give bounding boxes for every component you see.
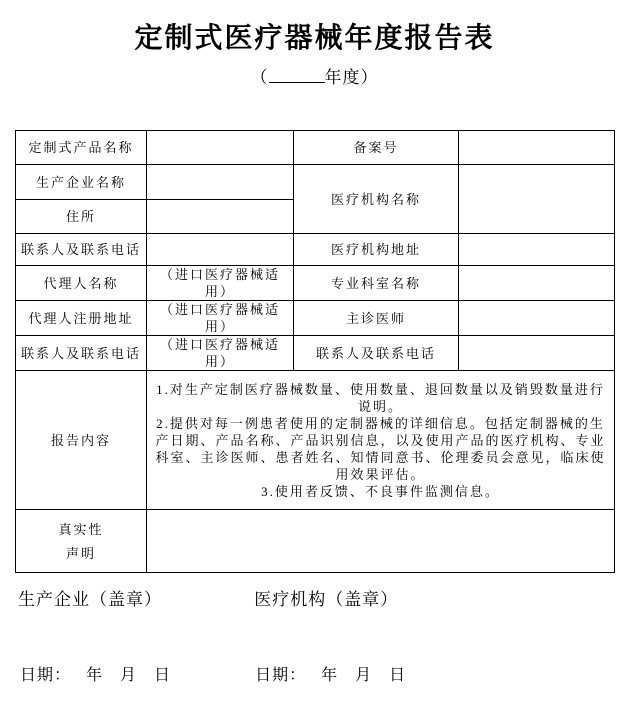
record-number-label: 备案号 bbox=[294, 131, 459, 165]
report-item-2: 2.提供对每一例患者使用的定制器械的详细信息。包括定制器械的生产日期、产品名称、产品识别信息，以及使用产品的医疗机构、专业科室、主诊医师、患者姓名、知情同意书、伦理委员会意见，临床使用效果评估。 bbox=[155, 415, 606, 482]
manufacturer-name-label: 生产企业名称 bbox=[16, 165, 147, 200]
manufacturer-contact-phone-label: 联系人及联系电话 bbox=[16, 234, 147, 266]
table-row bbox=[16, 266, 615, 301]
table-row bbox=[16, 510, 615, 573]
table-row bbox=[16, 165, 615, 200]
specialty-department-label: 专业科室名称 bbox=[294, 266, 459, 301]
statement-label-line2: 声明 bbox=[65, 545, 96, 561]
manufacturer-name-value-cell[interactable] bbox=[147, 165, 294, 200]
institution-day-label: 日 bbox=[389, 667, 407, 684]
table-row bbox=[16, 336, 615, 371]
agent-registered-address-label: 代理人注册地址 bbox=[16, 301, 147, 336]
seal-line bbox=[18, 585, 629, 610]
agent-contact-phone-label: 联系人及联系电话 bbox=[16, 336, 147, 371]
attending-physician-value-cell[interactable] bbox=[459, 301, 615, 336]
record-number-value-cell[interactable] bbox=[459, 131, 615, 165]
subtitle-year bbox=[0, 63, 629, 88]
subtitle-paren-open: （ bbox=[250, 68, 269, 87]
medical-institution-name-value-cell[interactable] bbox=[459, 165, 615, 234]
year-blank-field[interactable] bbox=[269, 67, 325, 83]
page-title: 定制式医疗器械年度报告表 bbox=[134, 23, 495, 54]
report-content-label: 报告内容 bbox=[16, 371, 147, 510]
report-item-1: 1.对生产定制医疗器械数量、使用数量、退回数量以及销毁数量进行说明。 bbox=[156, 381, 605, 414]
agent-address-import-note: （进口医疗器械适用） bbox=[147, 301, 294, 336]
table-row bbox=[16, 131, 615, 165]
manufacturer-seal-label: 生产企业（盖章） bbox=[18, 590, 162, 609]
agent-name-label: 代理人名称 bbox=[16, 266, 147, 301]
manufacturer-date-label: 日期： bbox=[20, 667, 72, 684]
manufacturer-day-label: 日 bbox=[154, 667, 172, 684]
table-row bbox=[16, 234, 615, 266]
authenticity-statement-value-cell[interactable] bbox=[147, 510, 615, 573]
specialty-department-value-cell[interactable] bbox=[459, 266, 615, 301]
medical-institution-address-value-cell[interactable] bbox=[459, 234, 615, 266]
residence-value-cell[interactable] bbox=[147, 200, 294, 234]
medical-institution-name-label: 医疗机构名称 bbox=[294, 165, 459, 234]
institution-seal-label: 医疗机构（盖章） bbox=[254, 590, 399, 609]
custom-product-name-value-cell[interactable] bbox=[147, 131, 294, 165]
manufacturer-contact-phone-value-cell[interactable] bbox=[147, 234, 294, 266]
institution-contact-phone-value-cell[interactable] bbox=[459, 336, 615, 371]
statement-label-line1: 真实性 bbox=[58, 521, 104, 537]
institution-month-label: 月 bbox=[355, 667, 373, 684]
report-content-text bbox=[147, 371, 615, 510]
date-line bbox=[20, 662, 629, 685]
document-page bbox=[0, 22, 629, 721]
authenticity-statement-label bbox=[16, 510, 147, 573]
table-row bbox=[16, 301, 615, 336]
custom-product-name-label: 定制式产品名称 bbox=[16, 131, 147, 165]
attending-physician-label: 主诊医师 bbox=[294, 301, 459, 336]
agent-phone-import-note: （进口医疗器械适用） bbox=[147, 336, 294, 371]
manufacturer-month-label: 月 bbox=[120, 667, 138, 684]
institution-contact-phone-label: 联系人及联系电话 bbox=[294, 336, 459, 371]
medical-institution-address-label: 医疗机构地址 bbox=[294, 234, 459, 266]
report-item-3: 3.使用者反馈、不良事件监测信息。 bbox=[261, 483, 500, 499]
report-form-table bbox=[15, 130, 615, 573]
institution-year-label: 年 bbox=[321, 667, 339, 684]
institution-date-label: 日期： bbox=[255, 667, 307, 684]
agent-name-import-note: （进口医疗器械适用） bbox=[147, 266, 294, 301]
residence-label: 住所 bbox=[16, 200, 147, 234]
subtitle-year-suffix: 年度） bbox=[324, 68, 379, 87]
manufacturer-year-label: 年 bbox=[86, 667, 104, 684]
table-row bbox=[16, 371, 615, 510]
